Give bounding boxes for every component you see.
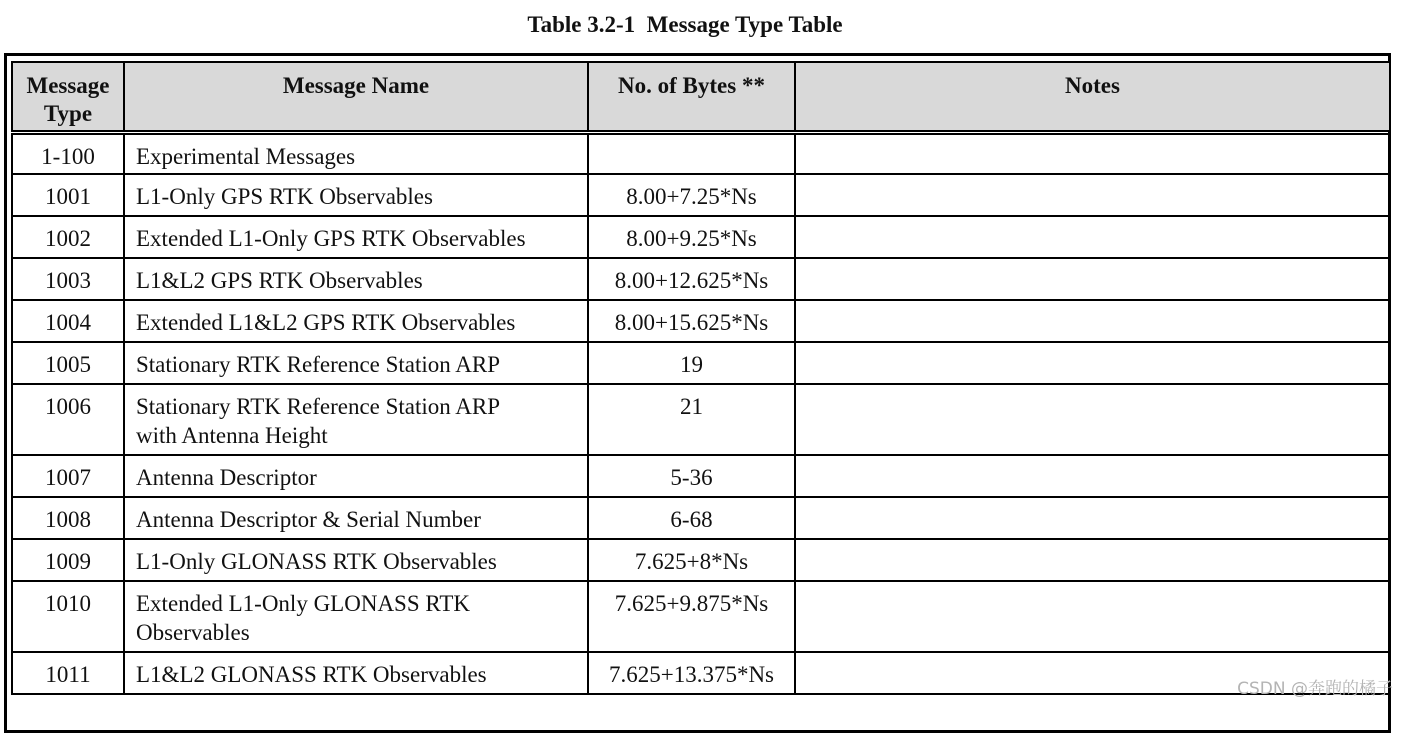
header-message-type-line1: Message [26,73,110,98]
cell-notes [795,342,1390,384]
cell-message-name: L1&L2 GLONASS RTK Observables [124,652,588,694]
cell-message-type: 1009 [12,539,124,581]
cell-message-name: Antenna Descriptor [124,455,588,497]
cell-notes [795,455,1390,497]
cell-message-type: 1007 [12,455,124,497]
cell-notes [795,539,1390,581]
header-message-type-line2: Type [43,101,93,126]
cell-bytes [588,132,795,174]
cell-message-name: Antenna Descriptor & Serial Number [124,497,588,539]
cell-bytes: 6-68 [588,497,795,539]
table-row [12,539,1390,581]
table-row [12,258,1390,300]
cell-message-type: 1-100 [12,132,124,174]
message-type-table [11,61,1391,695]
header-row [12,62,1390,132]
table-row [12,497,1390,539]
cell-message-name: Extended L1-Only GLONASS RTK Observables [124,581,588,652]
header-message-type [12,62,124,132]
cell-message-name: Extended L1&L2 GPS RTK Observables [124,300,588,342]
table-row [12,300,1390,342]
cell-bytes: 8.00+15.625*Ns [588,300,795,342]
cell-message-name: L1&L2 GPS RTK Observables [124,258,588,300]
table-row [12,174,1390,216]
cell-notes [795,216,1390,258]
cell-notes [795,581,1390,652]
cell-notes [795,384,1390,455]
cell-bytes: 21 [588,384,795,455]
cell-message-type: 1003 [12,258,124,300]
cell-message-name: L1-Only GPS RTK Observables [124,174,588,216]
cell-message-type: 1008 [12,497,124,539]
header-notes: Notes [795,62,1390,132]
cell-notes [795,258,1390,300]
cell-bytes: 8.00+7.25*Ns [588,174,795,216]
table-row [12,216,1390,258]
header-message-name: Message Name [124,62,588,132]
header-bytes: No. of Bytes ** [588,62,795,132]
table-row [12,384,1390,455]
cell-bytes: 8.00+12.625*Ns [588,258,795,300]
cell-message-type: 1006 [12,384,124,455]
cell-message-name: Stationary RTK Reference Station ARP with Antenna Height [124,384,588,455]
cell-message-name: Extended L1-Only GPS RTK Observables [124,216,588,258]
watermark-text: CSDN @奔跑的橘子 [1237,679,1393,699]
table-row [12,652,1390,694]
cell-bytes: 19 [588,342,795,384]
cell-bytes: 7.625+8*Ns [588,539,795,581]
cell-notes [795,132,1390,174]
cell-bytes: 5-36 [588,455,795,497]
cell-notes [795,300,1390,342]
cell-message-type: 1011 [12,652,124,694]
cell-message-type: 1001 [12,174,124,216]
table-row [12,581,1390,652]
table-caption: Table 3.2-1 Message Type Table [527,12,843,37]
cell-notes [795,497,1390,539]
cell-notes [795,174,1390,216]
cell-bytes: 7.625+9.875*Ns [588,581,795,652]
table-row [12,342,1390,384]
table-row [12,455,1390,497]
cell-message-type: 1002 [12,216,124,258]
cell-bytes: 7.625+13.375*Ns [588,652,795,694]
cell-message-type: 1005 [12,342,124,384]
cell-message-name: Stationary RTK Reference Station ARP [124,342,588,384]
cell-message-type: 1010 [12,581,124,652]
cell-message-name: L1-Only GLONASS RTK Observables [124,539,588,581]
cell-message-name: Experimental Messages [124,132,588,174]
table-row [12,132,1390,174]
cell-message-type: 1004 [12,300,124,342]
cell-bytes: 8.00+9.25*Ns [588,216,795,258]
